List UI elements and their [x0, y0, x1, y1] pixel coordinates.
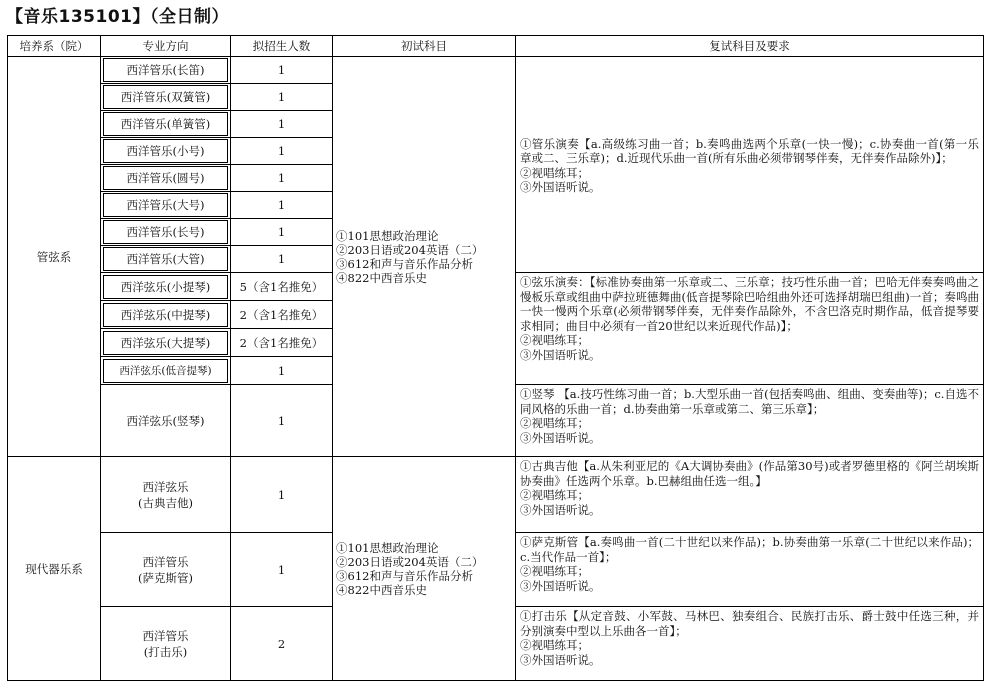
exam-subjects-cell	[333, 57, 516, 457]
count-cell: 1	[231, 57, 333, 84]
requirement-line: ②视唱练耳；	[520, 165, 589, 180]
direction-cell: 西洋弦乐(大提琴)	[103, 331, 228, 355]
department-cell: 现代器乐系	[8, 457, 101, 681]
direction-line: 西洋管乐	[142, 628, 189, 643]
count-cell: 1	[231, 457, 333, 533]
requirement-line: ①竖琴 【a.技巧性练习曲一首；b.大型乐曲一首(包括奏鸣曲、组曲、变奏曲等)；c.自选不同风格的乐曲一首；d.协奏曲第一乐章或第二、第三乐章】；	[520, 387, 979, 416]
count-cell: 5（含1名推免）	[231, 273, 333, 301]
direction-cell: 西洋管乐(长号)	[103, 220, 228, 244]
count-cell: 1	[231, 165, 333, 192]
header-row	[8, 36, 984, 57]
exam-subjects-cell	[333, 457, 516, 681]
direction-cell: 西洋管乐(双簧管)	[103, 85, 228, 109]
count-cell: 2（含1名推免）	[231, 301, 333, 329]
requirement-line: ②视唱练耳；	[520, 416, 589, 430]
requirement-line: ②视唱练耳；	[520, 333, 589, 347]
count-cell: 2	[231, 607, 333, 681]
header-count: 拟招生人数	[231, 36, 333, 57]
direction-line: 西洋管乐	[142, 554, 189, 569]
requirement-line: ③外国语听说。	[520, 578, 601, 593]
exam-subject: ④822中西音乐史	[336, 582, 427, 597]
header-direction: 专业方向	[101, 36, 231, 57]
department-cell: 管弦系	[8, 57, 101, 457]
header-department: 培养系（院）	[8, 36, 101, 57]
requirements-percussion	[516, 607, 984, 681]
count-cell: 1	[231, 111, 333, 138]
direction-cell: 西洋弦乐(低音提琴)	[103, 359, 228, 383]
direction-line: (古典吉他)	[138, 495, 193, 510]
direction-cell	[101, 457, 231, 533]
requirement-line: ②视唱练耳；	[520, 564, 589, 578]
requirement-line: ①弦乐演奏：【标准协奏曲第一乐章或二、三乐章；技巧性乐曲一首；巴哈无伴奏奏鸣曲之慢板乐章或组曲中萨拉班德舞曲(低音提琴除巴哈组曲外还可选择胡瑞巴组曲)一首；奏鸣曲一快一慢两个乐章(必须带钢琴伴奏，无伴奏作品除外，不含巴洛克时期作品，低音提琴要求相同；曲目中必须有一首20世纪以来近现代作品)】；	[520, 275, 979, 333]
direction-line: (萨克斯管)	[138, 570, 193, 585]
count-cell: 1	[231, 219, 333, 246]
count-cell: 1	[231, 192, 333, 219]
requirements-sax	[516, 533, 984, 607]
count-cell: 1	[231, 246, 333, 273]
exam-subject: ④822中西音乐史	[336, 270, 427, 285]
requirement-line: ①打击乐【从定音鼓、小军鼓、马林巴、独奏组合、民族打击乐、爵士鼓中任选三种，并分别演奏中型以上乐曲各一首】；	[520, 609, 979, 638]
requirement-line: ③外国语听说。	[520, 502, 601, 517]
exam-subject: ①101思想政治理论	[336, 540, 439, 555]
direction-cell: 西洋管乐(小号)	[103, 139, 228, 163]
count-cell: 1	[231, 357, 333, 385]
requirements-harp	[516, 385, 984, 457]
header-initial-exam: 初试科目	[333, 36, 516, 57]
exam-subject: ①101思想政治理论	[336, 228, 439, 243]
exam-subject: ③612和声与音乐作品分析	[336, 568, 473, 583]
direction-line: 西洋弦乐	[142, 479, 189, 494]
direction-cell: 西洋管乐(单簧管)	[103, 112, 228, 136]
requirement-line: ③外国语听说。	[520, 180, 601, 194]
count-cell: 1	[231, 84, 333, 111]
header-retest: 复试科目及要求	[516, 36, 984, 57]
admission-table	[7, 35, 984, 681]
requirement-line: ①古典吉他【a.从朱利亚尼的《A大调协奏曲》(作品第30号)或者罗德里格的《阿兰胡埃斯协奏曲》任选两个乐章。b.巴赫组曲任选一组。】	[520, 459, 979, 488]
direction-cell	[101, 607, 231, 681]
requirement-line: ①管乐演奏【a.高级练习曲一首；b.奏鸣曲选两个乐章(一快一慢)；c.协奏曲一首(第一乐章或二、三乐章)；d.近现代乐曲一首(所有乐曲必须带钢琴伴奏，无伴奏作品除外)】；	[520, 136, 979, 165]
requirements-winds	[516, 57, 984, 273]
requirements-strings	[516, 273, 984, 385]
direction-cell: 西洋管乐(长笛)	[103, 58, 228, 82]
count-cell: 1	[231, 138, 333, 165]
requirement-line: ③外国语听说。	[520, 347, 601, 362]
table-row	[8, 457, 984, 533]
direction-cell: 西洋管乐(大号)	[103, 193, 228, 217]
direction-cell: 西洋弦乐(竖琴)	[101, 385, 231, 457]
requirements-guitar	[516, 457, 984, 533]
requirement-line: ②视唱练耳；	[520, 638, 589, 652]
count-cell: 2（含1名推免）	[231, 329, 333, 357]
direction-cell: 西洋弦乐(小提琴)	[103, 275, 228, 299]
direction-cell: 西洋弦乐(中提琴)	[103, 303, 228, 327]
count-cell: 1	[231, 533, 333, 607]
table-row	[8, 57, 984, 84]
page-title: 【音乐135101】（全日制）	[6, 7, 229, 27]
requirement-line: ①萨克斯管【a.奏鸣曲一首(二十世纪以来作品)；b.协奏曲第一乐章(二十世纪以来作品)；c.当代作品一首】；	[520, 535, 979, 564]
requirement-line: ③外国语听说。	[520, 652, 601, 667]
exam-subject: ②203日语或204英语（二）	[336, 554, 484, 569]
direction-cell: 西洋管乐(圆号)	[103, 166, 228, 190]
exam-subject: ②203日语或204英语（二）	[336, 242, 484, 257]
requirement-line: ②视唱练耳；	[520, 488, 589, 502]
count-cell: 1	[231, 385, 333, 457]
direction-line: (打击乐)	[143, 644, 188, 659]
direction-cell	[101, 533, 231, 607]
exam-subject: ③612和声与音乐作品分析	[336, 256, 473, 271]
direction-cell: 西洋管乐(大管)	[103, 247, 228, 271]
requirement-line: ③外国语听说。	[520, 430, 601, 445]
